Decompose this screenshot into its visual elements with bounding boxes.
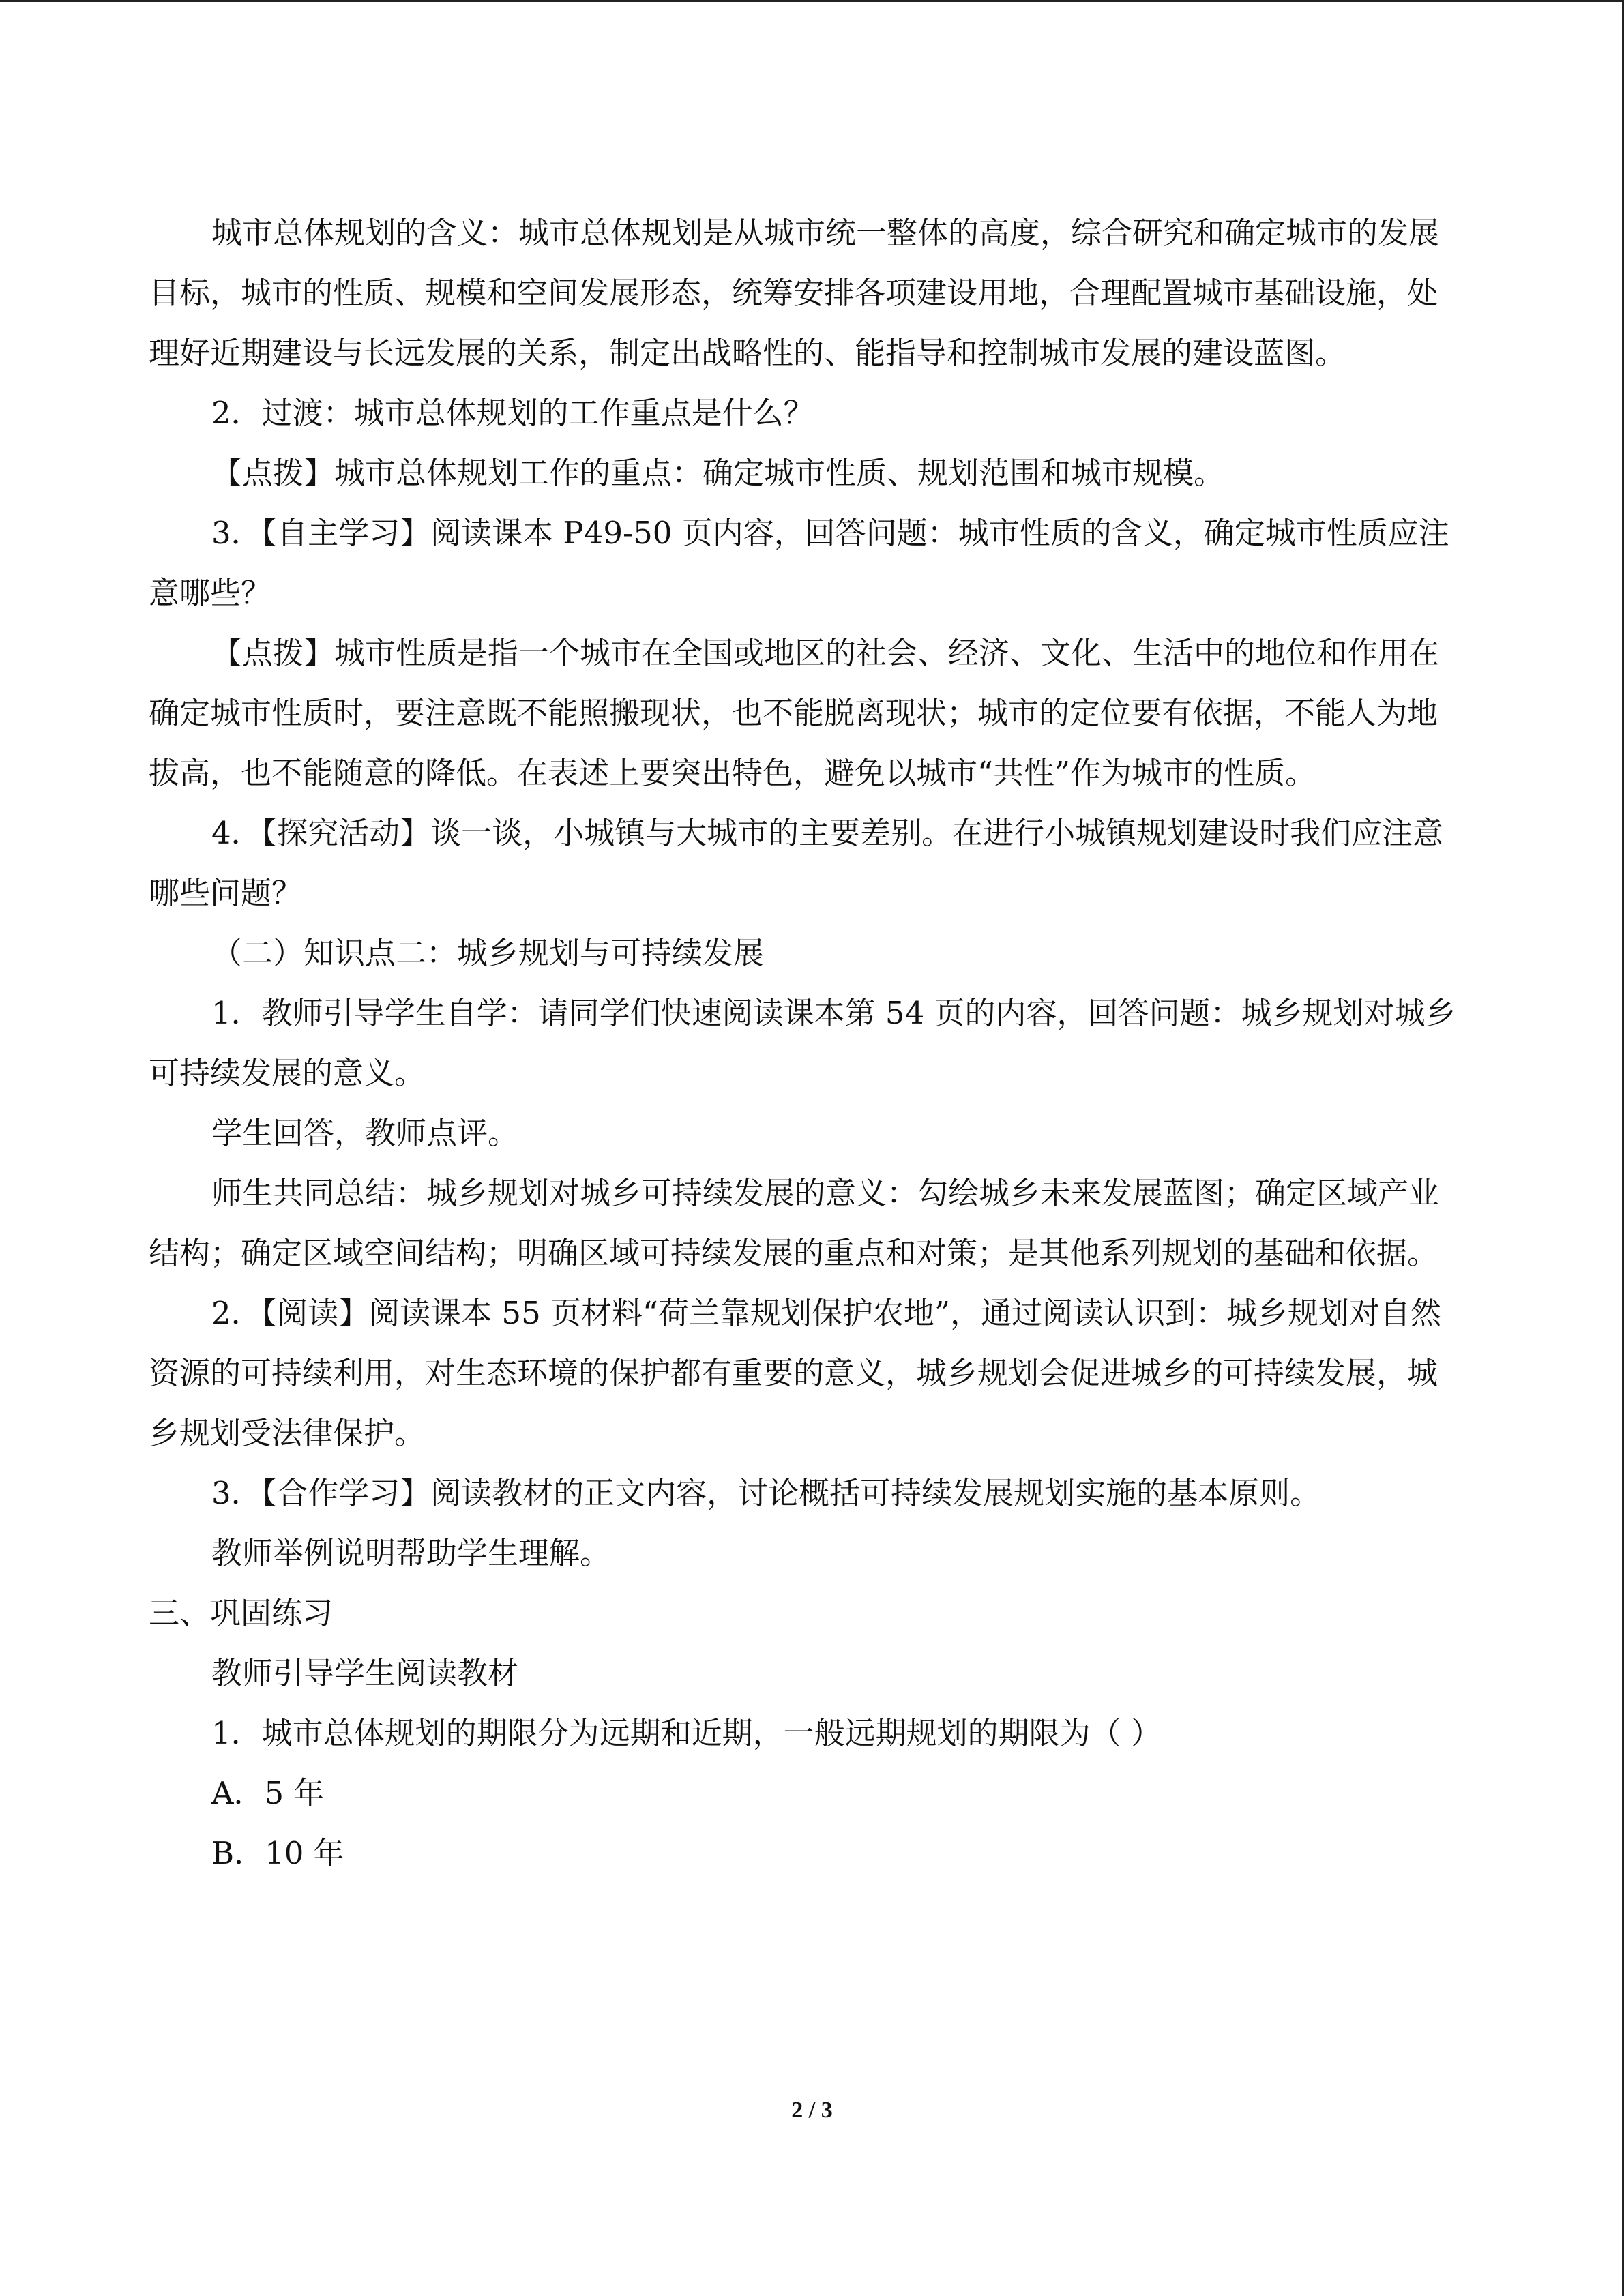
paragraph-transition: 2．过渡：城市总体规划的工作重点是什么？ — [211, 395, 814, 431]
paragraph-cooperative-study: 3．【合作学习】阅读教材的正文内容，讨论概括可持续发展规划实施的基本原则。 — [211, 1475, 1321, 1511]
paragraph-teacher-guide: 1．教师引导学生自学：请同学们快速阅读课本第 54 页的内容，回答问题：城乡规划对城乡可持续发展的意义。 — [149, 995, 1456, 1091]
paragraph-explore-activity: 4．【探究活动】谈一谈，小城镇与大城市的主要差别。在进行小城镇规划建设时我们应注意哪些问题？ — [149, 815, 1444, 911]
option-a: A．5 年 — [211, 1775, 325, 1811]
paragraph-definition: 城市总体规划的含义：城市总体规划是从城市统一整体的高度，综合研究和确定城市的发展目标，城市的性质、规模和空间发展形态，统筹安排各项建设用地，合理配置城市基础设施，处理好近期建设与长远发展的关系，制定出战略性的、能指导和控制城市发展的建设蓝图。 — [149, 215, 1440, 371]
paragraph-reading: 2．【阅读】阅读课本 55 页材料“荷兰靠规划保护农地”，通过阅读认识到：城乡规划对自然资源的可持续利用，对生态环境的保护都有重要的意义，城乡规划会促进城乡的可持续发展，城乡规划受法律保护。 — [149, 1295, 1442, 1451]
option-b: B．10 年 — [211, 1835, 344, 1871]
paragraph-summary: 师生共同总结：城乡规划对城乡可持续发展的意义：勾绘城乡未来发展蓝图；确定区域产业结构；确定区域空间结构；明确区域可持续发展的重点和对策；是其他系列规划的基础和依据。 — [149, 1175, 1440, 1271]
page-number: 2 / 3 — [791, 2098, 833, 2123]
paragraph-student-answer: 学生回答，教师点评。 — [211, 1115, 519, 1151]
section-heading-practice: 三、巩固练习 — [149, 1595, 334, 1631]
page-border-top — [0, 0, 1624, 2]
section-heading-knowledge-two: （二）知识点二：城乡规划与可持续发展 — [211, 935, 765, 971]
question-1: 1．城市总体规划的期限分为远期和近期，一般远期规划的期限为（ ） — [211, 1715, 1162, 1751]
paragraph-hint-city-nature: 【点拨】城市性质是指一个城市在全国或地区的社会、经济、文化、生活中的地位和作用在确定城市性质时，要注意既不能照搬现状，也不能脱离现状；城市的定位要有依据，不能人为地拔高，也不能随意的降低。在表述上要突出特色，避免以城市“共性”作为城市的性质。 — [149, 635, 1440, 791]
paragraph-hint-focus: 【点拨】城市总体规划工作的重点：确定城市性质、规划范围和城市规模。 — [211, 455, 1225, 491]
document-body — [149, 203, 1462, 1883]
paragraph-teacher-example: 教师举例说明帮助学生理解。 — [211, 1535, 611, 1571]
paragraph-practice-intro: 教师引导学生阅读教材 — [211, 1655, 519, 1691]
paragraph-self-study: 3．【自主学习】阅读课本 P49-50 页内容，回答问题：城市性质的含义，确定城市性质应注意哪些？ — [149, 515, 1449, 611]
